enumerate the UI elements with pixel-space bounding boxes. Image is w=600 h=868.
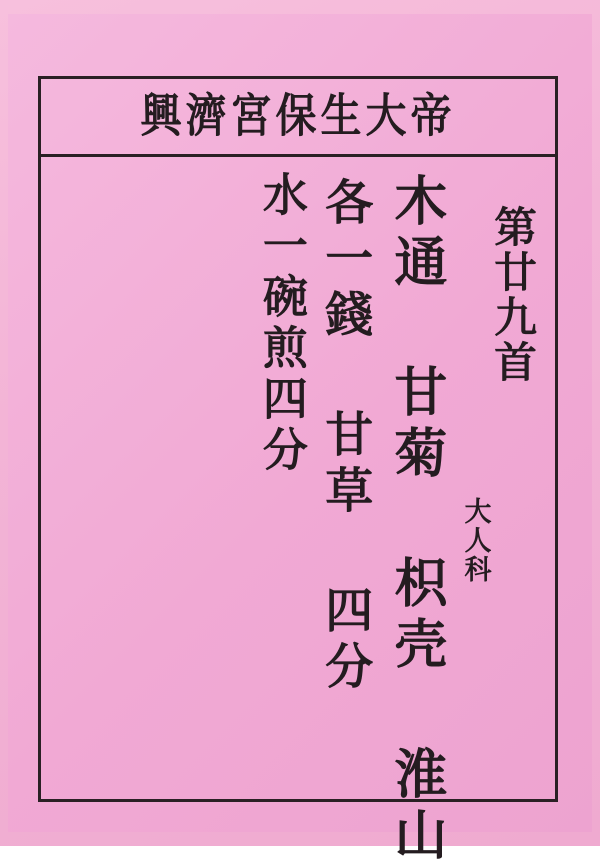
temple-name: 興濟宮保生大帝: [140, 89, 456, 143]
card-header: [41, 79, 555, 157]
card-body: [8, 14, 592, 868]
ingredients-line-2: 各一錢 甘草 四分: [316, 177, 373, 697]
department-label: 大人科: [459, 497, 491, 584]
ingredients-line-1: 木通 甘菊 枳壳 淮山: [385, 173, 447, 868]
preparation-instruction: 水一碗煎四分: [254, 171, 308, 477]
prescription-number: 第廿九首: [488, 205, 539, 385]
title-column-group: [459, 167, 539, 584]
printed-frame: [38, 76, 558, 868]
prescription-body: [41, 157, 555, 868]
